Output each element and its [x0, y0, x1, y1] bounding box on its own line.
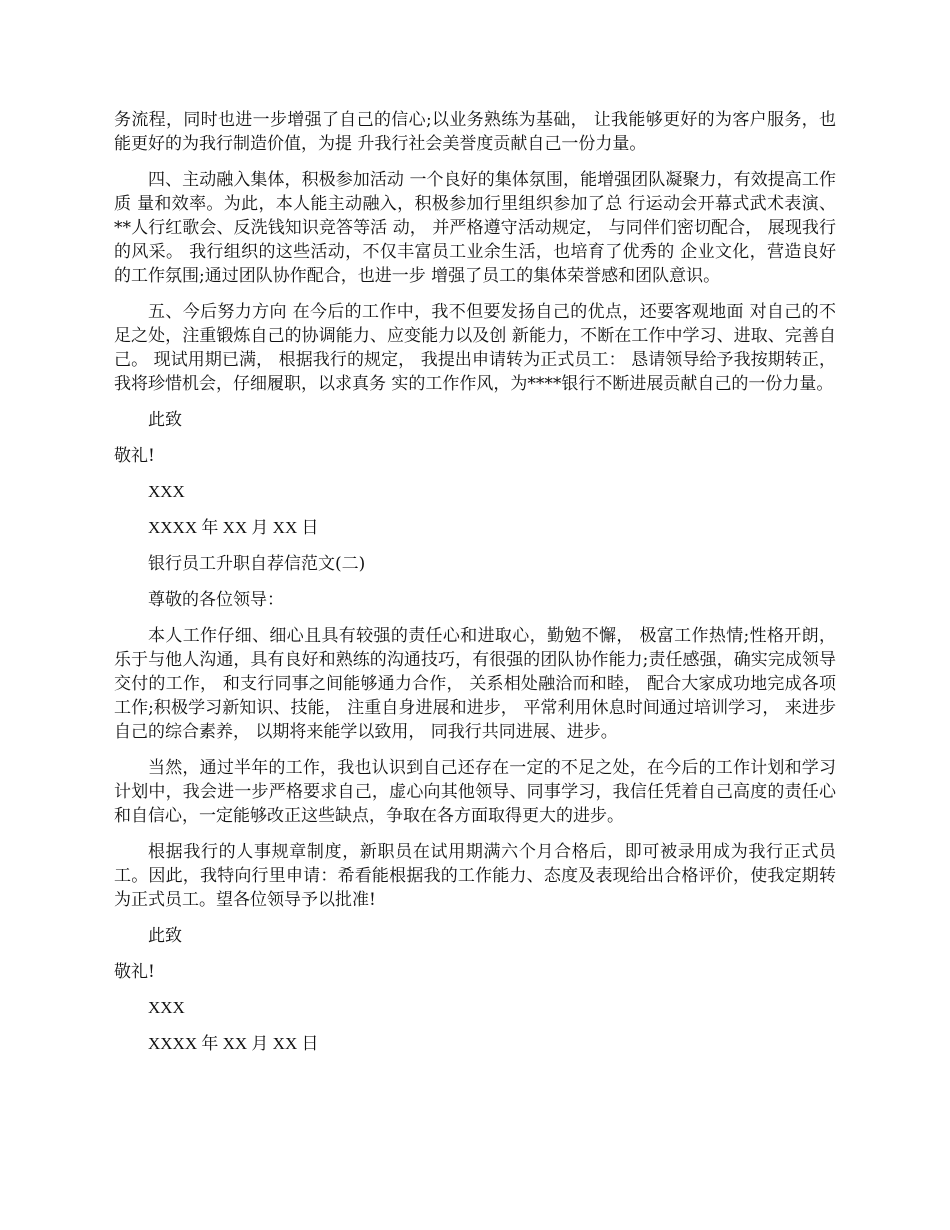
paragraph-section-five: 五、今后努力方向 在今后的工作中，我不但要发扬自己的优点，还要客观地面 对自己的不足之处，注重锻炼自己的协调能力、应变能力以及创 新能力，不断在工作中学习、进取、完善自己。 现试用期已满， 根据我行的规定， 我提出申请转为正式员工： 恳请领导给予我按期转正，我将珍惜机会，仔细履职，以求真务 实的工作作风，为****银行不断进展贡献自己的一份力量。	[114, 302, 836, 394]
signature-date-1: XXXX 年 XX 月 XX 日	[148, 518, 319, 537]
closing-jingli-2: 敬礼!	[114, 962, 155, 982]
paragraph-request: 根据我行的人事规章制度，新职员在试用期满六个月合格后，即可被录用成为我行正式员工。因此，我特向行里申请：希看能根据我的工作能力、态度及表现给出合格评价，使我定期转为正式员工。望各位领导予以批准!	[114, 842, 836, 910]
closing-zhici-1: 此致	[148, 410, 182, 430]
signature-name-2: XXX	[148, 998, 185, 1017]
document-body	[114, 108, 836, 1068]
section-title: 银行员工升职自荐信范文(二)	[148, 554, 366, 574]
paragraph-self-intro: 本人工作仔细、细心且具有较强的责任心和进取心，勤勉不懈， 极富工作热情;性格开朗，乐于与他人沟通，具有良好和熟练的沟通技巧，有很强的团队协作能力;责任感强，确实完成领导交付的工作， 和支行同事之间能够通力合作， 关系相处融洽而和睦， 配合大家成功地完成各项工作;积极学习新知识、技能， 注重自身进展和进步， 平常利用休息时间通过培训学习， 来进步自己的综合素养， 以期将来能学以致用， 同我行共同进展、进步。	[114, 626, 836, 742]
paragraph-shortcomings: 当然，通过半年的工作，我也认识到自己还存在一定的不足之处，在今后的工作计划和学习计划中，我会进一步严格要求自己，虚心向其他领导、同事学习，我信任凭着自己高度的责任心和自信心，一定能够改正这些缺点，争取在各方面取得更大的进步。	[114, 758, 836, 826]
closing-zhici-2: 此致	[148, 926, 182, 946]
paragraph-continuation: 务流程，同时也进一步增强了自己的信心;以业务熟练为基础， 让我能够更好的为客户服务，也能更好的为我行制造价值，为提 升我行社会美誉度贡献自己一份力量。	[114, 110, 836, 154]
paragraph-section-four: 四、主动融入集体，积极参加活动 一个良好的集体氛围，能增强团队凝聚力，有效提高工作质 量和效率。为此，本人能主动融入，积极参加行里组织参加了总 行运动会开幕式武术表演、**人行红歌会、反洗钱知识竞答等活 动， 并严格遵守活动规定， 与同伴们密切配合， 展现我行的风采。 我行组织的这些活动，不仅丰富员工业余生活，也培育了优秀的 企业文化，营造良好的工作氛围;通过团队协作配合，也进一步 增强了员工的集体荣誉感和团队意识。	[114, 170, 836, 286]
signature-name-1: XXX	[148, 482, 185, 501]
signature-date-2: XXXX 年 XX 月 XX 日	[148, 1034, 319, 1053]
salutation: 尊敬的各位领导：	[148, 590, 284, 610]
closing-jingli-1: 敬礼!	[114, 446, 155, 466]
